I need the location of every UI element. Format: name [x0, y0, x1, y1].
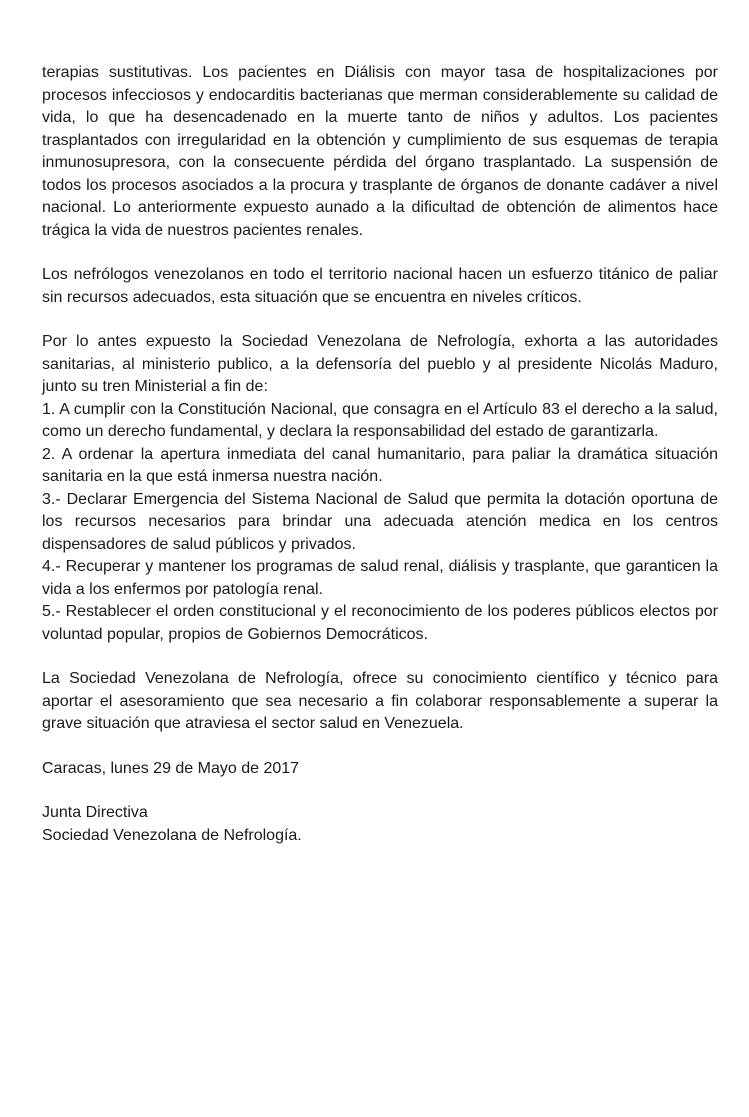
list-item: 4.- Recuperar y mantener los programas de salud renal, diálisis y trasplante, que garanticen la vida a los enfermos por patología renal. — [42, 558, 718, 598]
date-line: Caracas, lunes 29 de Mayo de 2017 — [42, 759, 300, 777]
signature-organization: Sociedad Venezolana de Nefrología. — [42, 826, 302, 844]
list-item: 3.- Declarar Emergencia del Sistema Nacional de Salud que permita la dotación oportuna de los recursos necesarios para brindar una adecuada atención medica en los centros dispensadores de salud públicos y privados. — [42, 490, 718, 553]
list-item: 5.- Restablecer el orden constitucional y el reconocimiento de los poderes públicos electos por voluntad popular, propios de Gobiernos Democráticos. — [42, 603, 718, 643]
paragraph-nephrologists-effort: Los nefrólogos venezolanos en todo el territorio nacional hacen un esfuerzo titánico de paliar sin recursos adecuados, esta situación que se encuentra en niveles críticos. — [42, 266, 718, 306]
list-item: 2. A ordenar la apertura inmediata del canal humanitario, para paliar la dramática situación sanitaria en la que está inmersa nuestra nación. — [42, 445, 718, 485]
signature-title: Junta Directiva — [42, 804, 148, 821]
paragraph-exhortation-intro: Por lo antes expuesto la Sociedad Venezolana de Nefrología, exhorta a las autoridades sanitarias, al ministerio publico, a la defensoría del pueblo y al presidente Nicolás Maduro, junto su tren Ministerial a fin de: — [42, 333, 718, 395]
exhortation-section — [42, 331, 718, 646]
list-item: 1. A cumplir con la Constitución Nacional, que consagra en el Artículo 83 el derecho a la salud, como un derecho fundamental, y declara la responsabilidad del estado de garantizarla. — [42, 400, 718, 440]
signature-block — [42, 802, 718, 847]
paragraph-offer: La Sociedad Venezolana de Nefrología, ofrece su conocimiento científico y técnico para aportar el asesoramiento que sea necesario a fin colaborar responsablemente a superar la grave situación que atraviesa el sector salud en Venezuela. — [42, 670, 718, 732]
paragraph-consequences: terapias sustitutivas. Los pacientes en Diálisis con mayor tasa de hospitalizaciones por procesos infecciosos y endocarditis bacterianas que merman considerablemente su calidad de vida, lo que ha desencadenado en la muerte tanto de niños y adultos. Los pacientes trasplantados con irregularidad en la obtención y cumplimiento de sus esquemas de terapia inmunosupresora, con la consecuente pérdida del órgano trasplantado. La suspensión de todos los procesos asociados a la procura y trasplante de órganos de donante cadáver a nivel nacional. Lo anteriormente expuesto aunado a la dificultad de obtención de alimentos hace trágica la vida de nuestros pacientes renales. — [42, 64, 718, 239]
document-page — [42, 62, 718, 847]
